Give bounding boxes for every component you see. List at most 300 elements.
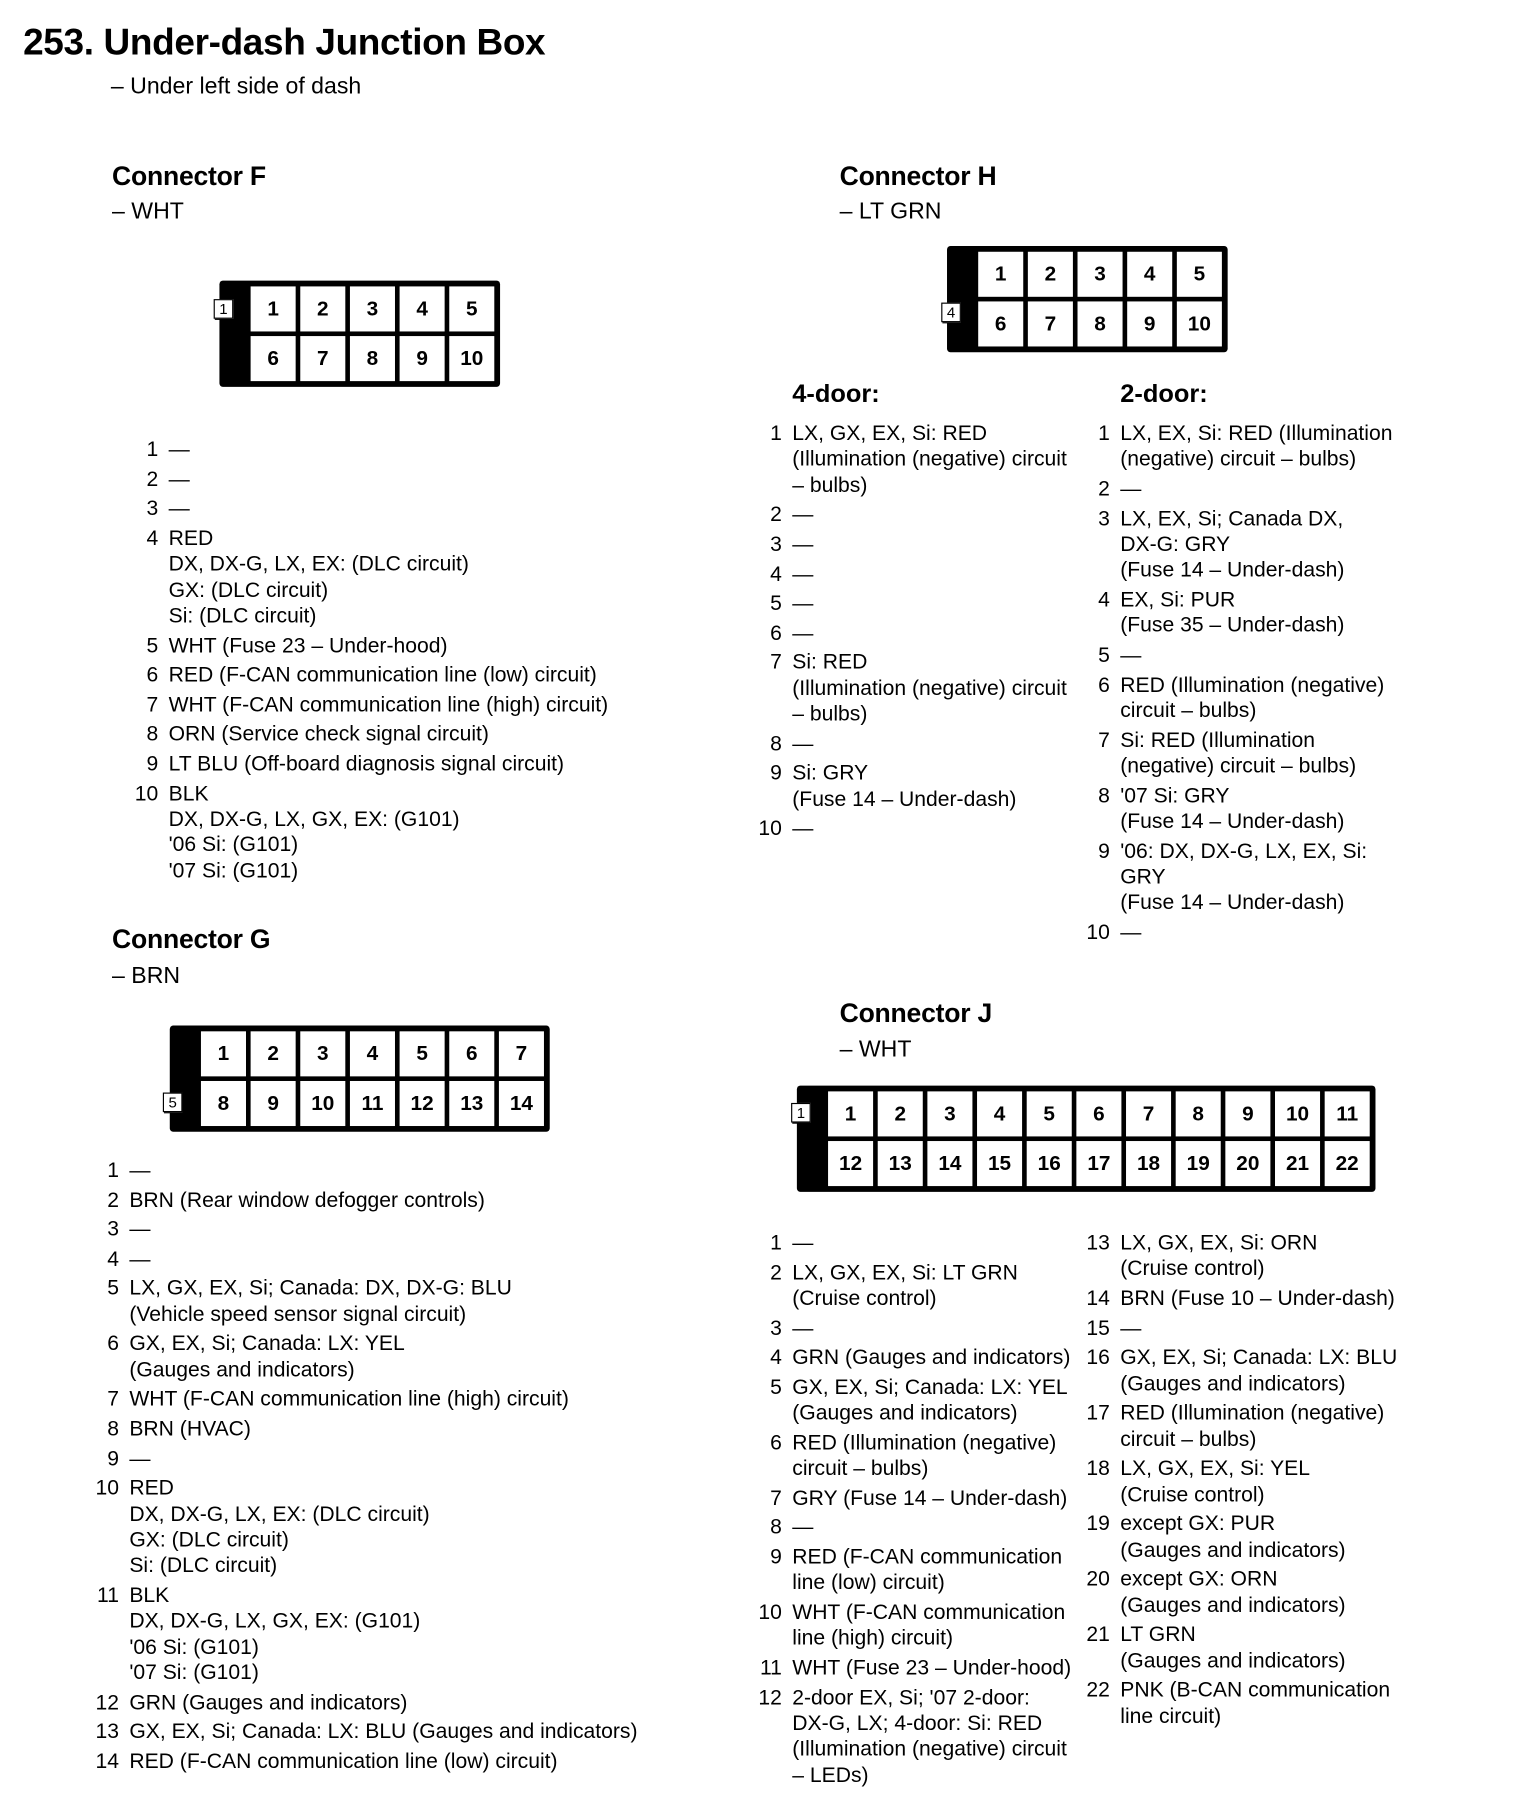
pin-description-line: EX, Si: PUR (1120, 586, 1236, 611)
pin-description (129, 1187, 485, 1213)
pin-number: 6 (770, 1429, 782, 1454)
connector-h-cavity: 3 (1078, 252, 1123, 297)
pin-entry (89, 1386, 638, 1412)
connector-h-title: Connector H (839, 160, 997, 191)
connector-j-cavity: 3 (927, 1091, 972, 1136)
pin-description (792, 1655, 1071, 1681)
pin-description-line: circuit – bulbs) (792, 1455, 929, 1480)
pin-number: 4 (770, 560, 782, 586)
pin-description-line: Si: (DLC circuit) (168, 602, 317, 628)
pin-entry (752, 420, 1067, 498)
connector-j-cavity: 11 (1325, 1091, 1370, 1136)
pin-description (1120, 420, 1392, 472)
pin-description-line: WHT (Fuse 23 – Under-hood) (168, 632, 448, 657)
pin-description-line: '06 Si: (G101) (129, 1633, 259, 1659)
two-door-heading: 2-door: (1120, 378, 1208, 408)
pin-entry (89, 1416, 638, 1442)
connector-g-cavity: 13 (449, 1081, 494, 1126)
pin-entry (128, 751, 608, 777)
connector-g-cavity: 5 (400, 1031, 445, 1076)
pin-description (169, 662, 597, 688)
pin-entry (89, 1246, 638, 1272)
pin-description-line: — (792, 501, 814, 526)
pin-description-line: (negative) circuit – bulbs) (1120, 446, 1357, 471)
pin-entry (752, 1230, 1071, 1256)
pin-description (792, 420, 1067, 498)
pin-entry (752, 731, 1067, 757)
pin-description-line: RED (F-CAN communication (792, 1544, 1063, 1569)
pin-description (1120, 587, 1344, 639)
pin-description-line: Si: RED (792, 649, 868, 674)
pin-description-line: LX, GX, EX, Si; Canada: DX, DX-G: BLU (129, 1275, 512, 1300)
connector-h-cavity: 1 (978, 252, 1023, 297)
pin-description-line: (Cruise control) (792, 1285, 937, 1310)
pin-entry (89, 1275, 638, 1327)
pin-description (792, 1515, 813, 1541)
connector-h-diagram (947, 246, 1228, 352)
pin-number: 2 (146, 466, 159, 491)
pin-entry (1080, 505, 1393, 583)
pin-description (1120, 1677, 1390, 1729)
pin-description-line: (Gauges and indicators) (1120, 1370, 1346, 1395)
pin-description (792, 1684, 1067, 1788)
pin-description-line: LX, GX, EX, Si: RED (792, 420, 988, 445)
pin-description-line: (Illumination (negative) circuit (792, 446, 1067, 471)
connector-j-cavity: 6 (1076, 1091, 1121, 1136)
connector-f-title: Connector F (112, 160, 266, 191)
connector-g-cavity: 6 (449, 1031, 494, 1076)
pin-entry (752, 649, 1067, 727)
pin-description (1120, 672, 1384, 724)
pin-number: 9 (107, 1445, 119, 1470)
pin-entry (89, 1748, 638, 1774)
connector-f-cavity: 7 (300, 336, 345, 381)
connector-j-cavity: 5 (1027, 1091, 1072, 1136)
pin-description-line: RED (Illumination (negative) (1120, 671, 1385, 696)
pin-description (129, 1216, 150, 1242)
pin-description (169, 496, 190, 522)
pin-number: 2 (770, 1259, 782, 1284)
connector-j-cavity: 7 (1126, 1091, 1171, 1136)
pin-entry (1080, 727, 1393, 779)
pin-description-line: LT BLU (Off-board diagnosis signal circuit) (168, 750, 565, 775)
pin-number: 11 (97, 1582, 119, 1607)
pin-description (129, 1386, 569, 1412)
pin-entry (752, 561, 1067, 587)
pin-entry (1080, 783, 1393, 835)
pin-description-line: – bulbs) (792, 701, 868, 726)
pin-description-line: — (168, 466, 190, 491)
pin-description (169, 437, 190, 463)
pin-description-line: (Fuse 14 – Under-dash) (1120, 808, 1345, 833)
pin-description-line: (Fuse 35 – Under-dash) (1120, 612, 1345, 637)
pin-entry (128, 466, 608, 492)
four-door-heading: 4-door: (792, 378, 880, 408)
pin-number: 16 (1086, 1344, 1110, 1369)
pin-description-line: – bulbs) (792, 472, 868, 497)
pin-description-line: line (low) circuit) (792, 1569, 945, 1595)
pin-number: 14 (1086, 1285, 1110, 1310)
pin-entry (752, 1485, 1071, 1511)
pin-number: 10 (758, 1599, 782, 1624)
pin-description-line: — (792, 1514, 814, 1539)
pin-description (792, 590, 813, 616)
pin-number: 4 (107, 1245, 119, 1271)
connector-f-cavity: 4 (400, 286, 445, 331)
pin-description (792, 1485, 1067, 1511)
pin-entry (89, 1475, 638, 1579)
pin-description-line: (Illumination (negative) circuit (792, 675, 1067, 700)
pin-description (792, 1374, 1067, 1426)
pin-description-line: — (1120, 919, 1142, 944)
pin-description-line: GX: (DLC circuit) (129, 1526, 289, 1551)
pin-number: 6 (107, 1330, 119, 1356)
connector-g-cavity: 2 (251, 1031, 296, 1076)
connector-g-cavity: 9 (251, 1081, 296, 1126)
pin-description-line: BRN (HVAC) (129, 1415, 251, 1441)
pin-entry (128, 525, 608, 629)
pin-description-line: RED (Illumination (negative) (792, 1429, 1057, 1454)
pin-entry (128, 780, 608, 884)
pin-description-line: WHT (F-CAN communication line (high) circuit) (168, 691, 609, 716)
pin-description (129, 1246, 150, 1272)
connector-j-cavity: 9 (1225, 1091, 1270, 1136)
connector-h-cavity: 6 (978, 301, 1023, 346)
pin-number: 2 (1098, 475, 1110, 501)
pin-number: 20 (1086, 1566, 1110, 1591)
connector-h-color: – LT GRN (839, 198, 942, 225)
connector-j-cavity: 22 (1325, 1141, 1370, 1186)
pin-description (1120, 919, 1141, 945)
connector-f-cavity: 10 (449, 336, 494, 381)
pin-entry (1080, 1345, 1397, 1397)
pin-entry (752, 1345, 1071, 1371)
pin-entry (752, 1600, 1071, 1652)
pin-number: 8 (770, 730, 782, 756)
pin-number: 5 (770, 590, 782, 615)
pin-description (792, 649, 1067, 727)
pin-description (1120, 505, 1344, 583)
pin-description-line: GRN (Gauges and indicators) (792, 1344, 1071, 1369)
pin-description (129, 1689, 407, 1715)
pin-description (792, 502, 813, 528)
pin-number: 1 (770, 1229, 782, 1255)
pin-description-line: (Fuse 14 – Under-dash) (1120, 889, 1345, 914)
connector-f-cavity: 8 (350, 336, 395, 381)
pin-number: 1 (1098, 420, 1110, 445)
pin-description-line: (Cruise control) (1120, 1481, 1265, 1506)
pin-number: 10 (134, 780, 159, 805)
pin-description-line: DX, DX-G, LX, GX, EX: (G101) (168, 806, 460, 831)
pin-entry (128, 437, 608, 463)
pin-description-line: PNK (B-CAN communication (1120, 1677, 1391, 1702)
pin-entry (1080, 1566, 1397, 1618)
connector-g-cavity: 3 (300, 1031, 345, 1076)
pin-entry (1080, 1400, 1397, 1452)
pin-number: 7 (770, 1484, 782, 1510)
pin-entry (1080, 672, 1393, 724)
pin-description (1120, 727, 1356, 779)
connector-g-diagram (170, 1026, 550, 1132)
pin-entry (89, 1582, 638, 1686)
pin-description-line: BLK (168, 780, 209, 805)
pin-number: 5 (107, 1275, 119, 1300)
pin-description (1120, 642, 1141, 668)
pin-description-line: (Illumination (negative) circuit (792, 1736, 1067, 1761)
pin-description-line: '06 Si: (G101) (168, 831, 299, 857)
pin-description (129, 1157, 150, 1183)
pin-entry (752, 1544, 1071, 1596)
pin-number: 1 (146, 436, 159, 461)
connector-h-pin-marker: 4 (941, 303, 961, 323)
page-title: 253. Under-dash Junction Box (23, 20, 546, 63)
pin-number: 12 (95, 1689, 119, 1714)
pin-description-line: RED (F-CAN communication line (low) circuit) (129, 1748, 558, 1773)
pin-description-line: LX, EX, Si: RED (Illumination (1120, 420, 1393, 445)
pin-description-line: '07 Si: (G101) (129, 1659, 259, 1685)
pin-description-line: — (1120, 642, 1142, 667)
connector-h-cavity: 10 (1177, 301, 1222, 346)
pin-description (792, 731, 813, 757)
pin-entry (1080, 1230, 1397, 1282)
pin-number: 6 (1098, 671, 1110, 696)
pin-description-line: — (1120, 1314, 1142, 1340)
pin-description (1120, 476, 1141, 502)
pin-number: 22 (1086, 1677, 1110, 1702)
pin-description-line: circuit – bulbs) (1120, 1425, 1257, 1451)
pin-description-line: GX: (DLC circuit) (168, 576, 329, 602)
pin-number: 6 (770, 619, 782, 645)
pin-description-line: LX, EX, Si; Canada DX, (1120, 505, 1344, 530)
pin-description (129, 1331, 404, 1383)
pin-description (169, 692, 609, 718)
pin-description-line: BRN (Fuse 10 – Under-dash) (1120, 1285, 1395, 1310)
connector-j-cavity: 2 (878, 1091, 923, 1136)
pin-entry (1080, 1285, 1397, 1311)
pin-entry (1080, 1677, 1397, 1729)
connector-h-cavity: 9 (1127, 301, 1172, 346)
pin-description-line: DX-G, LX; 4-door: Si: RED (792, 1710, 1043, 1735)
pin-description-line: BRN (Rear window defogger controls) (129, 1186, 485, 1212)
pin-description-line: — (792, 815, 814, 841)
pin-description-line: except GX: ORN (1120, 1566, 1278, 1591)
pin-description-line: — (792, 590, 814, 615)
pin-description-line: circuit – bulbs) (1120, 697, 1257, 722)
pin-entry (1080, 642, 1393, 668)
pin-description (169, 632, 448, 658)
connector-g-cavity: 4 (350, 1031, 395, 1076)
pin-entry (752, 1260, 1071, 1312)
pin-description-line: — (129, 1445, 151, 1470)
pin-description-line: LX, GX, EX, Si: ORN (1120, 1229, 1318, 1255)
connector-j-cavity: 10 (1275, 1091, 1320, 1136)
pin-description (1120, 783, 1344, 835)
pin-description-line: (Gauges and indicators) (129, 1356, 355, 1382)
pin-entry (752, 816, 1067, 842)
pin-entry (89, 1331, 638, 1383)
connector-h-4door-list (752, 420, 1067, 841)
pin-entry (752, 1655, 1071, 1681)
pin-description-line: BLK (129, 1582, 170, 1607)
pin-number: 3 (770, 1314, 782, 1340)
pin-entry (1080, 838, 1393, 916)
connector-j-title: Connector J (839, 997, 993, 1028)
pin-number: 3 (770, 531, 782, 556)
connector-j-cavity: 12 (828, 1141, 873, 1186)
pin-entry (128, 692, 608, 718)
connector-j-cavity: 17 (1076, 1141, 1121, 1186)
pin-description-line: — (792, 531, 814, 556)
connector-h-cavity: 7 (1028, 301, 1073, 346)
pin-description-line: GRY (Fuse 14 – Under-dash) (792, 1484, 1068, 1510)
pin-description-line: line circuit) (1120, 1703, 1222, 1728)
pin-number: 9 (770, 1544, 782, 1569)
pin-number: 18 (1086, 1455, 1110, 1480)
pin-description-line: — (129, 1157, 151, 1182)
connector-f-diagram (219, 281, 500, 387)
pin-entry (1080, 1622, 1397, 1674)
pin-number: 1 (770, 420, 782, 445)
pin-description-line: (Gauges and indicators) (792, 1399, 1018, 1425)
pin-description (129, 1475, 429, 1579)
pin-description-line: DX-G: GRY (1120, 531, 1231, 556)
pin-description-line: 2-door EX, Si; '07 2-door: (792, 1684, 1030, 1709)
pin-description-line: (Gauges and indicators) (1120, 1536, 1346, 1561)
connector-h-cavity: 8 (1078, 301, 1123, 346)
pin-entry (1080, 1511, 1397, 1563)
pin-description (1120, 1345, 1397, 1397)
pin-description (792, 561, 813, 587)
pin-number: 2 (107, 1186, 119, 1212)
pin-description (129, 1275, 512, 1327)
pin-number: 4 (770, 1344, 782, 1369)
pin-entry (752, 1684, 1071, 1788)
pin-description-line: Si: GRY (792, 760, 869, 785)
connector-h-cavity: 5 (1177, 252, 1222, 297)
pin-entry (1080, 476, 1393, 502)
pin-number: 7 (107, 1386, 119, 1411)
pin-description (1120, 1230, 1317, 1282)
pin-description-line: RED (129, 1474, 174, 1500)
pin-description (1120, 1285, 1395, 1311)
pin-description-line: — (792, 1314, 814, 1340)
pin-entry (752, 590, 1067, 616)
pin-description-line: — (792, 730, 814, 756)
pin-entry (752, 1430, 1071, 1482)
pin-description (129, 1582, 420, 1686)
pin-description-line: DX, DX-G, LX, EX: (DLC circuit) (129, 1500, 430, 1526)
pin-description (1120, 1622, 1345, 1674)
connector-j-cavity: 16 (1027, 1141, 1072, 1186)
pin-description-line: (Vehicle speed sensor signal circuit) (129, 1301, 467, 1326)
connector-g-cavity: 8 (201, 1081, 246, 1126)
pin-entry (752, 1515, 1071, 1541)
pin-entry (1080, 919, 1393, 945)
pin-description (169, 721, 489, 747)
pin-number: 5 (770, 1374, 782, 1399)
pin-entry (752, 531, 1067, 557)
pin-entry (89, 1445, 638, 1471)
connector-g-cavity: 7 (499, 1031, 544, 1076)
pin-number: 12 (758, 1684, 782, 1709)
connector-g-title: Connector G (112, 923, 271, 954)
connector-j-cavity: 15 (977, 1141, 1022, 1186)
connector-g-cavity: 12 (400, 1081, 445, 1126)
pin-description (792, 1345, 1070, 1371)
pin-description-line: — (168, 436, 190, 461)
connector-g-cavity: 10 (300, 1081, 345, 1126)
connector-j-cavity: 20 (1225, 1141, 1270, 1186)
pin-number: 10 (95, 1474, 119, 1500)
pin-number: 10 (758, 815, 782, 841)
pin-entry (89, 1216, 638, 1242)
pin-description-line: DX, DX-G, LX, GX, EX: (G101) (129, 1608, 421, 1633)
pin-entry (752, 502, 1067, 528)
pin-entry (752, 1374, 1071, 1426)
pin-description (792, 760, 1016, 812)
connector-j-cavity: 18 (1126, 1141, 1171, 1186)
pin-entry (128, 721, 608, 747)
pin-description (792, 531, 813, 557)
pin-description-line: '07 Si: (G101) (168, 857, 299, 883)
connector-h-cavity: 4 (1127, 252, 1172, 297)
pin-entry (752, 620, 1067, 646)
pin-entry (89, 1157, 638, 1183)
connector-j-cavity: 19 (1176, 1141, 1221, 1186)
pin-description-line: — (1120, 475, 1142, 501)
pin-number: 14 (95, 1748, 119, 1773)
pin-description-line: (Gauges and indicators) (1120, 1647, 1346, 1672)
connector-f-pin-list (128, 437, 608, 884)
pin-description-line: WHT (Fuse 23 – Under-hood) (792, 1654, 1072, 1680)
connector-f-cavity: 9 (400, 336, 445, 381)
pin-description-line: GX, EX, Si; Canada: LX: BLU (Gauges and indicators) (129, 1718, 638, 1744)
pin-description (129, 1748, 557, 1774)
pin-number: 19 (1086, 1510, 1110, 1536)
pin-description-line: except GX: PUR (1120, 1510, 1276, 1536)
pin-description-line: RED (168, 525, 214, 550)
connector-j-pin-marker: 1 (791, 1103, 811, 1123)
pin-description (169, 751, 564, 777)
pin-number: 9 (146, 750, 159, 775)
pin-number: 9 (1098, 837, 1110, 863)
connector-g-cavity: 14 (499, 1081, 544, 1126)
connector-f-cavity: 5 (449, 286, 494, 331)
pin-number: 17 (1086, 1399, 1110, 1425)
pin-description-line: GX, EX, Si; Canada: LX: BLU (1120, 1344, 1398, 1369)
pin-description (792, 1544, 1062, 1596)
pin-entry (128, 496, 608, 522)
pin-number: 5 (146, 632, 159, 657)
connector-j-cavity: 21 (1275, 1141, 1320, 1186)
connector-j-cavity: 4 (977, 1091, 1022, 1136)
pin-description-line: GRY (1120, 863, 1166, 889)
pin-number: 7 (146, 691, 159, 716)
connector-j-pin-list-left (752, 1230, 1071, 1788)
pin-description (792, 1230, 813, 1256)
pin-description (169, 525, 469, 629)
pin-description-line: (Gauges and indicators) (1120, 1592, 1346, 1617)
connector-h-cavity: 2 (1028, 252, 1073, 297)
pin-description (1120, 1315, 1141, 1341)
connector-g-cavity: 1 (201, 1031, 246, 1076)
pin-description-line: LT GRN (1120, 1621, 1196, 1646)
pin-description-line: — (792, 560, 814, 586)
pin-number: 7 (1098, 727, 1110, 752)
pin-description-line: (negative) circuit – bulbs) (1120, 752, 1357, 778)
pin-entry (1080, 1315, 1397, 1341)
connector-j-cavity: 13 (878, 1141, 923, 1186)
